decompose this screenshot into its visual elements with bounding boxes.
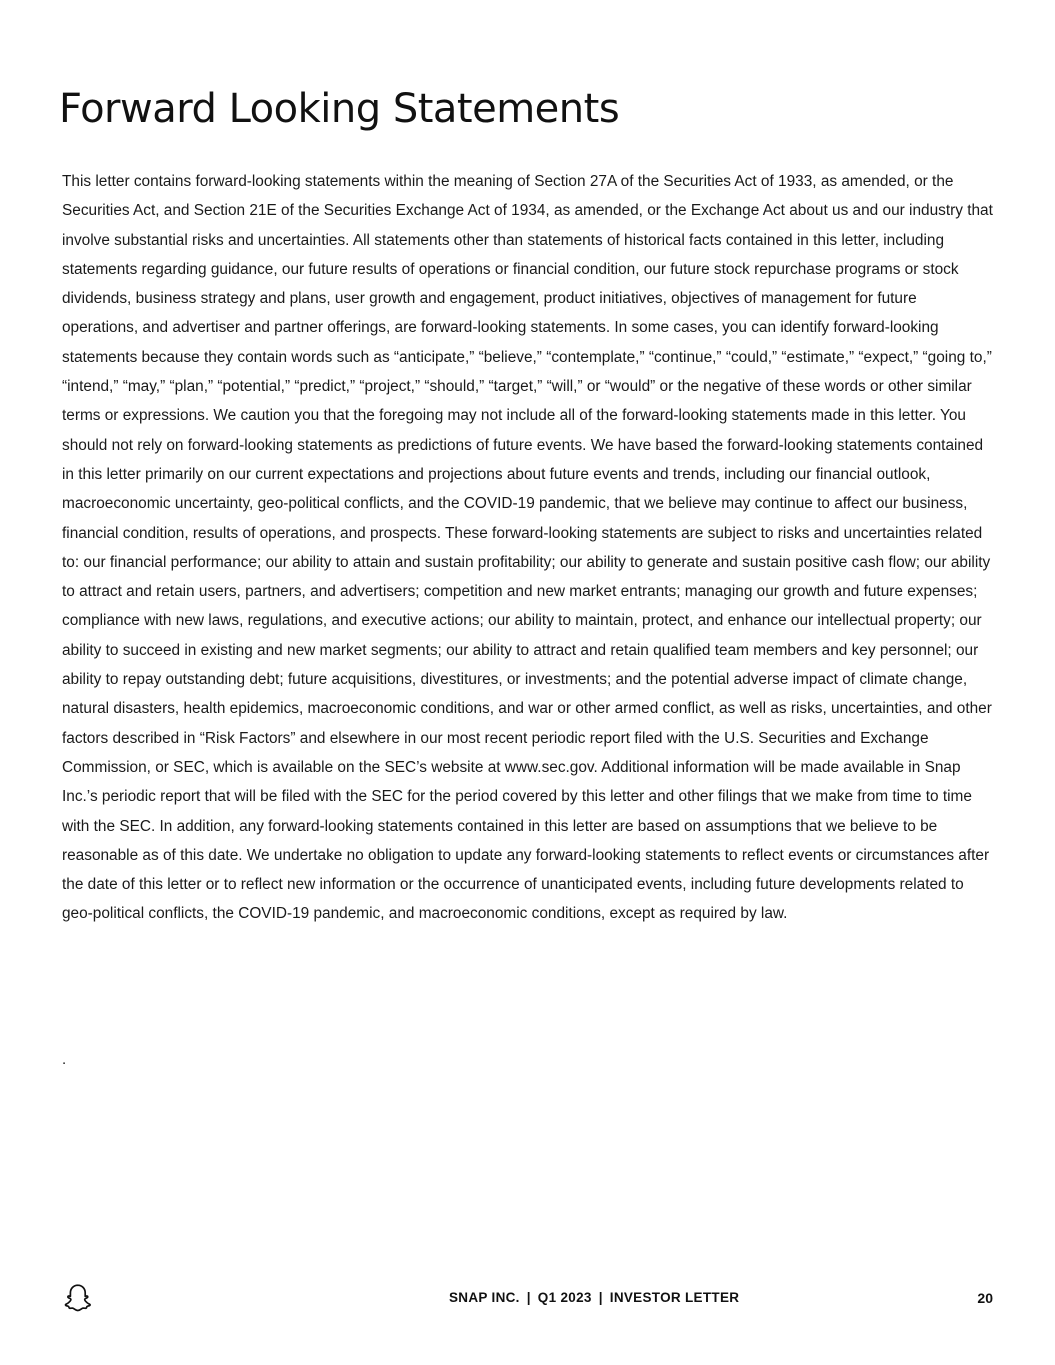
footer-doc-type: INVESTOR LETTER — [609, 1290, 740, 1305]
page-number: 20 — [977, 1290, 993, 1306]
footer-separator: | — [598, 1290, 603, 1305]
footer-company: SNAP INC. — [449, 1290, 520, 1305]
footer-period: Q1 2023 — [537, 1290, 592, 1305]
page-footer — [0, 1280, 1055, 1320]
page-title: Forward Looking Statements — [59, 86, 620, 132]
stray-period-mark: . — [62, 1051, 67, 1068]
snapchat-ghost-icon — [61, 1282, 95, 1316]
footer-separator: | — [526, 1290, 531, 1305]
forward-looking-statements-paragraph: This letter contains forward-looking statements within the meaning of Section 27A of the Securities Act of 1933, as amended, or the Securities Act, and Section 21E of the Securities Exchange Act of 1934, as amended, or the Exchange Act about us and our industry that involve substantial risks and uncertainties. All statements other than statements of historical facts contained in this letter, including statements regarding guidance, our future results of operations or financial condition, our future stock repurchase programs or stock dividends, business strategy and plans, user growth and engagement, product initiatives, objectives of management for future operations, and advertiser and partner offerings, are forward-looking statements. In some cases, you can identify forward-looking statements because they contain words such as “anticipate,” “believe,” “contemplate,” “continue,” “could,” “estimate,” “expect,” “going to,” “intend,” “may,” “plan,” “potential,” “predict,” “project,” “should,” “target,” “will,” or “would” or the negative of these words or other similar terms or expressions. We caution you that the foregoing may not include all of the forward-looking statements made in this letter. You should not rely on forward-looking statements as predictions of future events. We have based the forward-looking statements contained in this letter primarily on our current expectations and projections about future events and trends, including our financial outlook, macroeconomic uncertainty, geo-political conflicts, and the COVID-19 pandemic, that we believe may continue to affect our business, financial condition, results of operations, and prospects. These forward-looking statements are subject to risks and uncertainties related to: our financial performance; our ability to attain and sustain profitability; our ability to generate and sustain positive cash flow; our ability to attract and retain users, partners, and advertisers; competition and new market entrants; managing our growth and future expenses; compliance with new laws, regulations, and executive actions; our ability to maintain, protect, and enhance our intellectual property; our ability to succeed in existing and new market segments; our ability to attract and retain qualified team members and key personnel; our ability to repay outstanding debt; future acquisitions, divestitures, or investments; and the potential adverse impact of climate change, natural disasters, health epidemics, macroeconomic conditions, and war or other armed conflict, as well as risks, uncertainties, and other factors described in “Risk Factors” and elsewhere in our most recent periodic report filed with the U.S. Securities and Exchange Commission, or SEC, which is available on the SEC’s website at www.sec.gov. Additional information will be made available in Snap Inc.’s periodic report that will be filed with the SEC for the period covered by this letter and other filings that we make from time to time with the SEC. In addition, any forward-looking statements contained in this letter are based on assumptions that we believe to be reasonable as of this date. We undertake no obligation to update any forward-looking statements to reflect events or circumstances after the date of this letter or to reflect new information or the occurrence of unanticipated events, including future developments related to geo-political conflicts, the COVID-19 pandemic, and macroeconomic conditions, except as required by law. — [62, 173, 993, 923]
footer-label — [449, 1290, 739, 1305]
